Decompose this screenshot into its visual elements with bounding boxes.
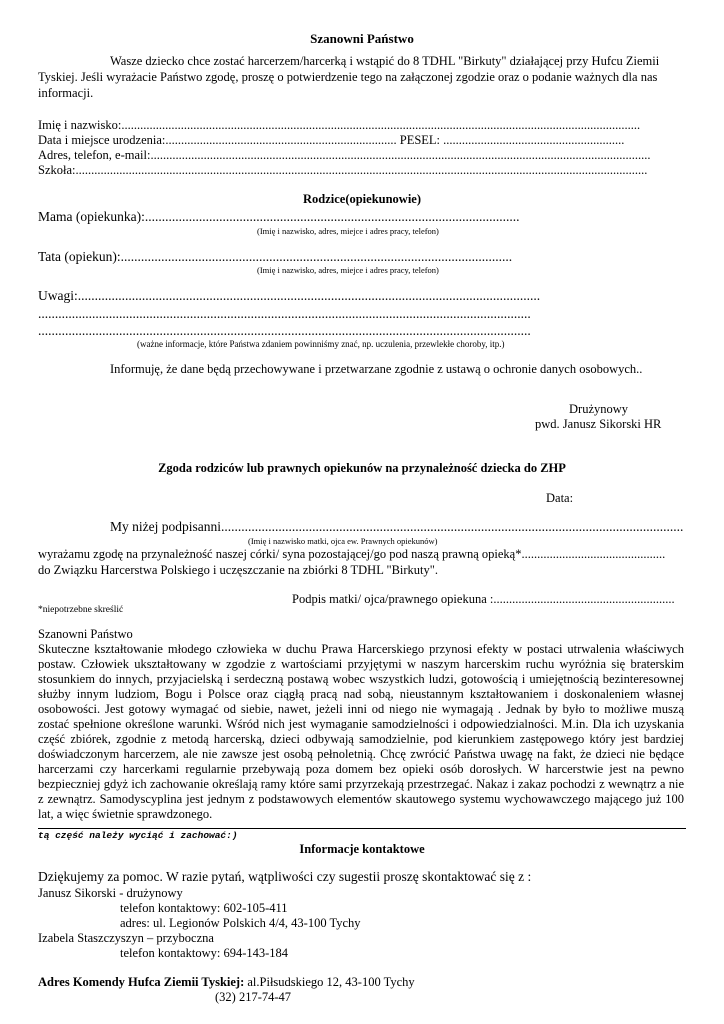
cut-line (38, 828, 686, 829)
signature-name: pwd. Janusz Sikorski HR (535, 417, 662, 431)
contact-person-2: Izabela Staszczyszyn – przyboczna (38, 931, 214, 945)
notes-field-line-2[interactable]: .................................................................................................................................................. (38, 306, 531, 321)
intro-line-1: Wasze dziecko chce zostać harcerzem/harcerką i wstąpić do 8 TDHL "Birkuty" działającej przy Hufcu Ziemii (110, 54, 660, 68)
intro-line-3: informacji. (38, 86, 94, 100)
signature-role: Drużynowy (569, 402, 629, 416)
dad-field[interactable]: Tata (opiekun):.................................................................................................................... (38, 249, 513, 264)
cut-note: tą część należy wyciąć i zachować:) (38, 830, 238, 841)
child-address-field[interactable]: Adres, telefon, e-mail:................................................................................................................................................................ (38, 148, 651, 162)
hq-phone: (32) 217-74-47 (215, 990, 292, 1004)
contact-person-1-address: adres: ul. Legionów Polskich 4/4, 43-100 Tychy (120, 916, 361, 930)
contact-thanks: Dziękujemy za pomoc. W razie pytań, wątpliwości czy sugestii proszę skontaktować się z : (38, 869, 532, 884)
child-school-field[interactable]: Szkoła:....................................................................................................................................................................................... (38, 163, 648, 177)
contact-heading: Informacje kontaktowe (299, 842, 425, 856)
undersigned-field[interactable]: My niżej podpisanni......................................................................................................................................... (110, 519, 684, 534)
consent-heading: Zgoda rodziców lub prawnych opiekunów na przynależność dziecka do ZHP (158, 461, 566, 475)
child-birth-field[interactable]: Data i miejsce urodzenia:.......................................................................... PESEL: .......................................................... (38, 133, 625, 147)
intro-line-2: Tyskiej. Jeśli wyrażacie Państwo zgodę, proszę o potwierdzenie tego na załączonej zgodzie oraz o podanie ważnych dla nas (38, 70, 658, 84)
letter-greeting: Szanowni Państwo (38, 627, 133, 641)
undersigned-hint: (Imię i nazwisko matki, ojca ew. Prawnych opiekunów) (248, 536, 438, 546)
parent-signature-field[interactable]: Podpis matki/ ojca/prawnego opiekuna :.......................................................... (292, 592, 675, 606)
consent-text-line-2: do Związku Harcerstwa Polskiego i uczęszczanie na zbiórki 8 TDHL "Birkuty". (38, 563, 439, 577)
notes-field[interactable]: Uwagi:......................................................................................................................................... (38, 288, 541, 303)
footnote: *niepotrzebne skreślić (38, 605, 124, 615)
dad-field-hint: (Imię i nazwisko, adres, miejce i adres pracy, telefon) (257, 265, 439, 275)
mom-field[interactable]: Mama (opiekunka):............................................................................................................... (38, 209, 520, 224)
letter-body: Skuteczne kształtowanie młodego człowieka w duchu Prawa Harcerskiego przynosi efekty w postaci utrwalenia właściwych postaw. Człowiek ukształtowany w zgodzie z wartościami przyjętymi w naszym harcerskim ruchu wyróżnia się braterskim stosunkiem do innych, przyjacielską i serdeczną postawą wobec wszystkich ludzi, gotowością i umiejętnością bezinteresownej służby innym ludziom, Bogu i Polsce oraz ciągłą pracą nad sobą, nieustannym kształtowaniem i doskonaleniem własnej osobowości. Jest gotowy wymagać od siebie, nawet, jeżeli inni od niego nie wymagają . Jednak by było to możliwe muszą zostać spełnione określone warunki. Wśród nich jest wymaganie samodzielności i odpowiedzialności. M.in. Dla ich uzyskania część zbiórek, zgodnie z metodą harcerską, dzieci odbywają samodzielnie, pod kierunkiem zastępowego który jest bardziej doświadczonym harcerzem, ale nie zawsze jest osobą pełnoletnią. Chcę zwrócić Państwa uwagę na fakt, że dzieci nie będące harcerzami czy harcerkami regularnie przebywają poza domem bez opieki osób dorosłych. W harcerstwie jest na pewno bezpieczniej gdyż ich zachowanie określają ramy które sami przyrzekają przestrzegać. Nakaz i zakaz pochodzi z wewnątrz a nie z zewnątrz. Samodyscyplina jest jednym z podstawowych elementów skautowego systemu wychowawczego mającego już 100 lat, a więc świetnie sprawdzonego. (38, 642, 684, 821)
contact-person-1: Janusz Sikorski - drużynowy (38, 886, 183, 900)
contact-person-1-phone: telefon kontaktowy: 602-105-411 (120, 901, 288, 915)
consent-date-field[interactable]: Data: (546, 491, 574, 505)
hq-address-line (38, 975, 415, 990)
contact-person-2-phone: telefon kontaktowy: 694-143-184 (120, 946, 289, 960)
hq-label: Adres Komendy Hufca Ziemii Tyskiej: (38, 975, 245, 989)
hq-address: al.Piłsudskiego 12, 43-100 Tychy (244, 975, 415, 989)
mom-field-hint: (Imię i nazwisko, adres, miejce i adres pracy, telefon) (257, 226, 439, 236)
notes-field-line-3[interactable]: .................................................................................................................................................. (38, 323, 531, 338)
page-title: Szanowni Państwo (310, 31, 414, 46)
child-name-field[interactable]: Imię i nazwisko:...................................................................................................................................................................... (38, 118, 641, 132)
parents-heading: Rodzice(opiekunowie) (302, 192, 422, 206)
consent-text-line-1[interactable]: wyrażamu zgodę na przynależność naszej córki/ syna pozostającej/go pod naszą prawną opieką*.............................................. (38, 547, 666, 561)
notes-hint: (ważne informacje, które Państwa zdaniem powinniśmy znać, np. uczulenia, przewlekłe choroby, itp.) (137, 339, 505, 349)
gdpr-notice: Informuję, że dane będą przechowywane i przetwarzane zgodnie z ustawą o ochronie danych osobowych.. (110, 362, 643, 376)
